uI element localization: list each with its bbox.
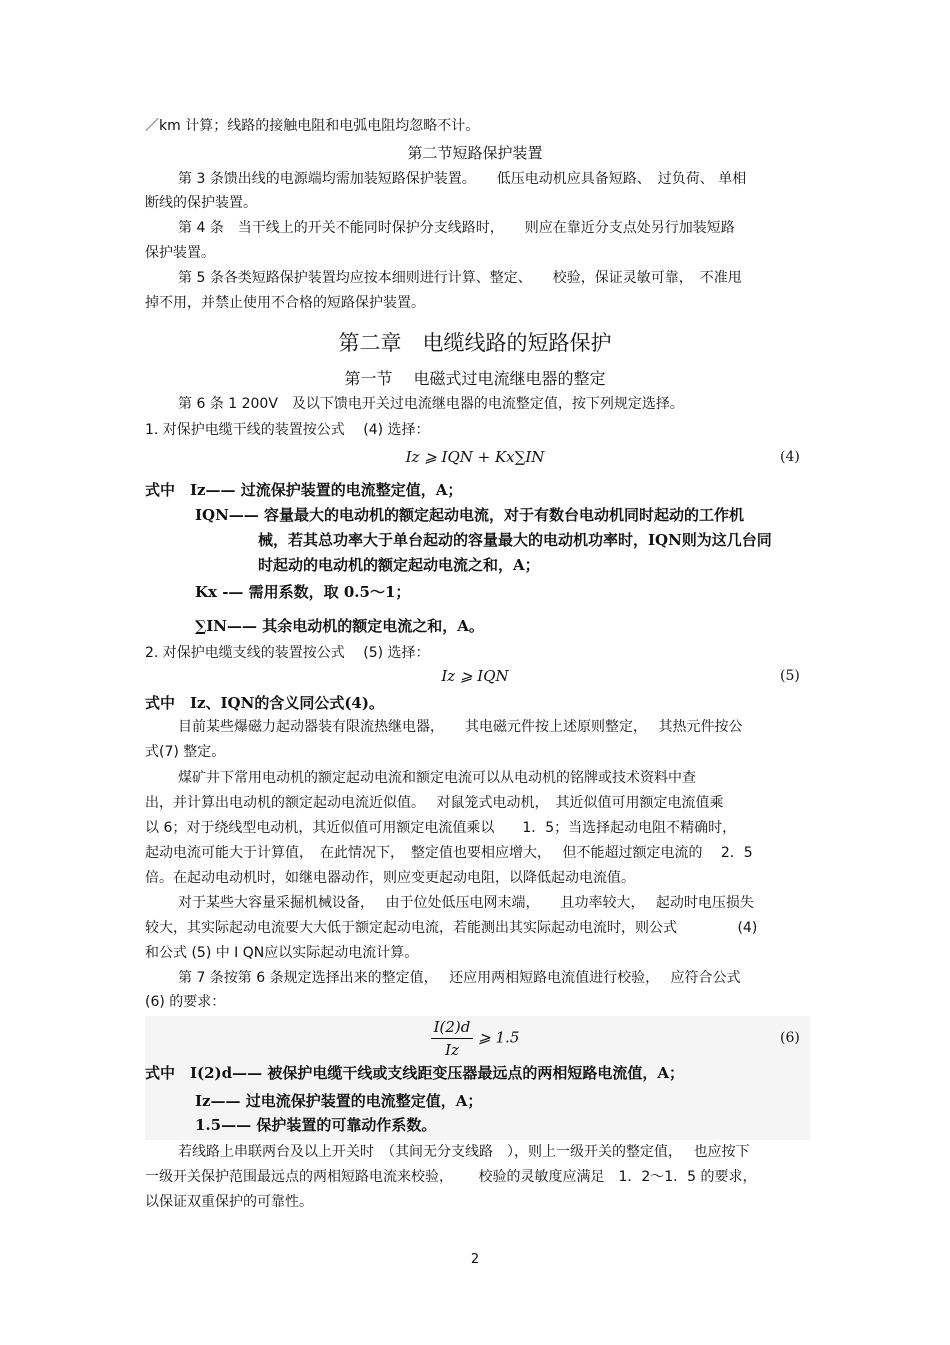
text-line: 倍。在起动电动机时，如继电器动作，则应变更起动电阻，以降低起动电流值。 — [145, 870, 635, 886]
text-line: 式(7) 整定。 — [145, 744, 226, 760]
text-line: 第 5 条各类短路保护装置均应按本细则进行计算、整定、 校验，保证灵敏可靠， 不准甩 — [178, 270, 742, 286]
text-line: 以保证双重保护的可靠性。 — [145, 1194, 313, 1210]
equation-number: (6) — [780, 1030, 800, 1046]
text-line: 第 7 条按第 6 条规定选择出来的整定值， 还应用两相短路电流值进行校验， 应符合公式 — [178, 970, 741, 986]
formula-6 — [0, 1016, 950, 1061]
text-line: 以 6；对于绕线型电动机，其近似值可用额定电流值乘以 1．5；当选择起动电阻不精确时， — [145, 820, 737, 836]
text-line: 较大，其实际起动电流要大大低于额定起动电流，若能测出其实际起动电流时，则公式 (4) — [145, 920, 758, 936]
formula-4: Iz ⩾ IQN + Kx∑IN — [405, 448, 545, 466]
text-line: 第 3 条馈出线的电源端均需加装短路保护装置。 低压电动机应具备短路、 过负荷、 单相 — [178, 171, 747, 187]
text-line: 一级开关保护范围最远点的两相短路电流来校验， 校验的灵敏度应满足 1．2～1．5 的要求， — [145, 1169, 757, 1185]
definition-line: 1.5—— 保护装置的可靠动作系数。 — [195, 1116, 437, 1134]
text-line: 1. 对保护电缆干线的装置按公式 (4) 选择： — [145, 422, 430, 438]
definition-line: Iz—— 过电流保护装置的电流整定值，A； — [195, 1092, 483, 1110]
definition-line: 时起动的电动机的额定起动电流之和，A； — [258, 556, 540, 574]
section-heading: 第二节短路保护装置 — [407, 144, 543, 162]
equation-number: (4) — [780, 449, 800, 465]
text-line: 出，并计算出电动机的额定起动电流近似值。 对鼠笼式电动机， 其近似值可用额定电流值乘 — [145, 795, 724, 811]
text-line: 对于某些大容量采掘机械设备， 由于位处低压电网末端， 且功率较大， 起动时电压损失 — [178, 895, 754, 911]
equation-number: (5) — [780, 668, 800, 684]
text-line: 目前某些爆磁力起动器装有限流热继电器， 其电磁元件按上述原则整定， 其热元件按公 — [178, 719, 743, 735]
section-heading: 第一节 电磁式过电流继电器的整定 — [344, 369, 606, 388]
text-line: 若线路上串联两台及以上开关时 （其间无分支线路 ），则上一级开关的整定值， 也应按下 — [178, 1144, 750, 1160]
page-number: 2 — [470, 1252, 480, 1267]
text-line: 第 4 条 当干线上的开关不能同时保护分支线路时， 则应在靠近分支点处另行加装短路 — [178, 220, 735, 236]
text-line: 煤矿井下常用电动机的额定起动电流和额定电流可以从电动机的铭牌或技术资料中查 — [178, 770, 696, 786]
definition-line: ∑IN—— 其余电动机的额定电流之和，A。 — [195, 617, 484, 635]
text-line: ／km 计算；线路的接触电阻和电弧电阻均忽略不计。 — [145, 118, 480, 134]
fraction-numerator: I(2)d — [431, 1016, 474, 1039]
text-line: 和公式 (5) 中 I QN应以实际起动电流计算。 — [145, 945, 419, 961]
text-line: 断线的保护装置。 — [145, 195, 257, 211]
fraction-denominator: Iz — [445, 1041, 459, 1059]
definition-line: IQN—— 容量最大的电动机的额定起动电流，对于有数台电动机同时起动的工作机 — [195, 506, 745, 524]
text-line: 起动电流可能大于计算值， 在此情况下， 整定值也要相应增大， 但不能超过额定电流的 2．5 — [145, 845, 753, 861]
text-line: (6) 的要求： — [145, 994, 226, 1010]
text-line: 保护装置。 — [145, 245, 215, 261]
definition-line: 械，若其总功率大于单台起动的容量最大的电动机功率时，IQN则为这几台同 — [258, 531, 772, 549]
formula-6-inequality: ⩾ 1.5 — [478, 1028, 520, 1047]
definition-line: 式中 Iz—— 过流保护装置的电流整定值，A； — [145, 481, 463, 499]
text-line: 第 6 条 1 200V 及以下馈电开关过电流继电器的电流整定值，按下列规定选择。 — [178, 396, 684, 412]
definition-line: Kx -— 需用系数，取 0.5～1； — [195, 583, 411, 601]
text-line: 掉不用，并禁止使用不合格的短路保护装置。 — [145, 295, 425, 311]
definition-line: 式中 Iz、IQN的含义同公式(4)。 — [145, 694, 384, 712]
chapter-title: 第二章 电缆线路的短路保护 — [338, 331, 612, 355]
text-line: 2. 对保护电缆支线的装置按公式 (5) 选择： — [145, 645, 430, 661]
definition-line: 式中 I(2)d—— 被保护电缆干线或支线距变压器最远点的两相短路电流值，A； — [145, 1064, 684, 1082]
formula-5: Iz ⩾ IQN — [441, 667, 509, 685]
